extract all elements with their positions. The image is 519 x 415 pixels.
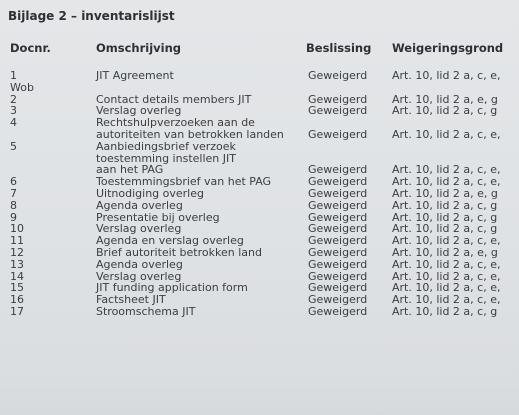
- column-header-docnr: Docnr.: [10, 41, 51, 55]
- document-title: Bijlage 2 – inventarislijst: [8, 9, 175, 23]
- doc-description: Factsheet JIT: [96, 293, 166, 307]
- doc-description: Agenda en verslag overleg: [96, 234, 244, 248]
- doc-number: 13: [10, 257, 24, 271]
- doc-number: 17: [10, 304, 24, 318]
- doc-decision: Geweigerd: [308, 257, 368, 271]
- doc-refusal-ground: Art. 10, lid 2 a, c, e,: [392, 163, 501, 177]
- doc-decision: Geweigerd: [308, 175, 368, 189]
- doc-description: toestemming instellen JIT: [96, 151, 236, 165]
- doc-description: JIT Agreement: [96, 69, 174, 82]
- doc-number: 7: [10, 186, 17, 200]
- doc-number: 12: [10, 245, 24, 259]
- doc-number: 5: [10, 139, 17, 153]
- doc-description: Presentatie bij overleg: [96, 210, 220, 224]
- doc-refusal-ground: Art. 10, lid 2 a, c, g: [392, 222, 498, 236]
- doc-refusal-ground: Art. 10, lid 2 a, c, g: [392, 304, 498, 318]
- doc-number: Wob: [10, 80, 34, 94]
- doc-decision: Geweigerd: [308, 186, 368, 200]
- doc-decision: Geweigerd: [308, 222, 368, 236]
- doc-decision: Geweigerd: [308, 304, 368, 318]
- doc-decision: Geweigerd: [308, 163, 368, 177]
- doc-description: Uitnodiging overleg: [96, 186, 204, 200]
- doc-number: 2: [10, 92, 17, 106]
- doc-decision: Geweigerd: [308, 198, 368, 212]
- doc-refusal-ground: Art. 10, lid 2 a, c, e,: [392, 234, 501, 248]
- doc-description: Contact details members JIT: [96, 92, 252, 106]
- doc-number: 3: [10, 104, 17, 118]
- inventory-table: [0, 70, 519, 318]
- doc-description: Agenda overleg: [96, 257, 183, 271]
- doc-refusal-ground: Art. 10, lid 2 a, c, g: [392, 198, 498, 212]
- doc-description: Verslag overleg: [96, 269, 182, 283]
- table-row: [0, 247, 519, 259]
- page-shadow: [0, 377, 519, 415]
- table-row: [0, 70, 519, 82]
- doc-refusal-ground: Art. 10, lid 2 a, c, e,: [392, 69, 501, 82]
- doc-refusal-ground: Art. 10, lid 2 a, c, e,: [392, 269, 501, 283]
- doc-number: 14: [10, 269, 24, 283]
- doc-refusal-ground: Art. 10, lid 2 a, c, e,: [392, 257, 501, 271]
- doc-decision: Geweigerd: [308, 127, 368, 141]
- table-row: [0, 200, 519, 212]
- doc-decision: Geweigerd: [308, 104, 368, 118]
- doc-description: Brief autoriteit betrokken land: [96, 245, 262, 259]
- doc-number: 10: [10, 222, 24, 236]
- doc-decision: Geweigerd: [308, 210, 368, 224]
- doc-refusal-ground: Art. 10, lid 2 a, c, g: [392, 210, 498, 224]
- doc-refusal-ground: Art. 10, lid 2 a, c, e,: [392, 281, 501, 295]
- table-row: [0, 82, 519, 94]
- doc-refusal-ground: Art. 10, lid 2 a, c, e,: [392, 175, 501, 189]
- table-row: [0, 129, 519, 141]
- doc-number: 8: [10, 198, 17, 212]
- column-header-weigeringsgrond: Weigeringsgrond: [392, 41, 504, 55]
- doc-description: Verslag overleg: [96, 104, 182, 118]
- doc-number: 9: [10, 210, 17, 224]
- doc-number: 6: [10, 175, 17, 189]
- doc-number: 11: [10, 234, 24, 248]
- doc-decision: Geweigerd: [308, 69, 368, 82]
- doc-description: autoriteiten van betrokken landen: [96, 127, 284, 141]
- doc-decision: Geweigerd: [308, 281, 368, 295]
- doc-description: JIT funding application form: [96, 281, 248, 295]
- doc-refusal-ground: Art. 10, lid 2 a, e, g: [392, 186, 498, 200]
- column-header-beslissing: Beslissing: [306, 41, 372, 55]
- doc-refusal-ground: Art. 10, lid 2 a, c, g: [392, 104, 498, 118]
- table-row: [0, 188, 519, 200]
- doc-refusal-ground: Art. 10, lid 2 a, e, g: [392, 245, 498, 259]
- doc-description: Rechtshulpverzoeken aan de: [96, 116, 255, 130]
- doc-description: Stroomschema JIT: [96, 304, 196, 318]
- doc-number: 4: [10, 116, 17, 130]
- doc-description: Aanbiedingsbrief verzoek: [96, 139, 236, 153]
- doc-decision: Geweigerd: [308, 269, 368, 283]
- table-row: [0, 141, 519, 153]
- doc-decision: Geweigerd: [308, 245, 368, 259]
- doc-refusal-ground: Art. 10, lid 2 a, e, g: [392, 92, 498, 106]
- column-header-omschrijving: Omschrijving: [96, 41, 182, 55]
- table-row: [0, 105, 519, 117]
- doc-number: 16: [10, 293, 24, 307]
- doc-decision: Geweigerd: [308, 293, 368, 307]
- doc-refusal-ground: Art. 10, lid 2 a, c, e,: [392, 293, 501, 307]
- doc-description: Agenda overleg: [96, 198, 183, 212]
- table-row: [0, 306, 519, 318]
- doc-decision: Geweigerd: [308, 92, 368, 106]
- doc-number: 1: [10, 69, 17, 82]
- doc-description: Toestemmingsbrief van het PAG: [96, 175, 272, 189]
- doc-number: 15: [10, 281, 24, 295]
- table-row: [0, 259, 519, 271]
- doc-decision: Geweigerd: [308, 234, 368, 248]
- doc-description: aan het PAG: [96, 163, 164, 177]
- doc-description: Verslag overleg: [96, 222, 182, 236]
- doc-refusal-ground: Art. 10, lid 2 a, c, e,: [392, 127, 501, 141]
